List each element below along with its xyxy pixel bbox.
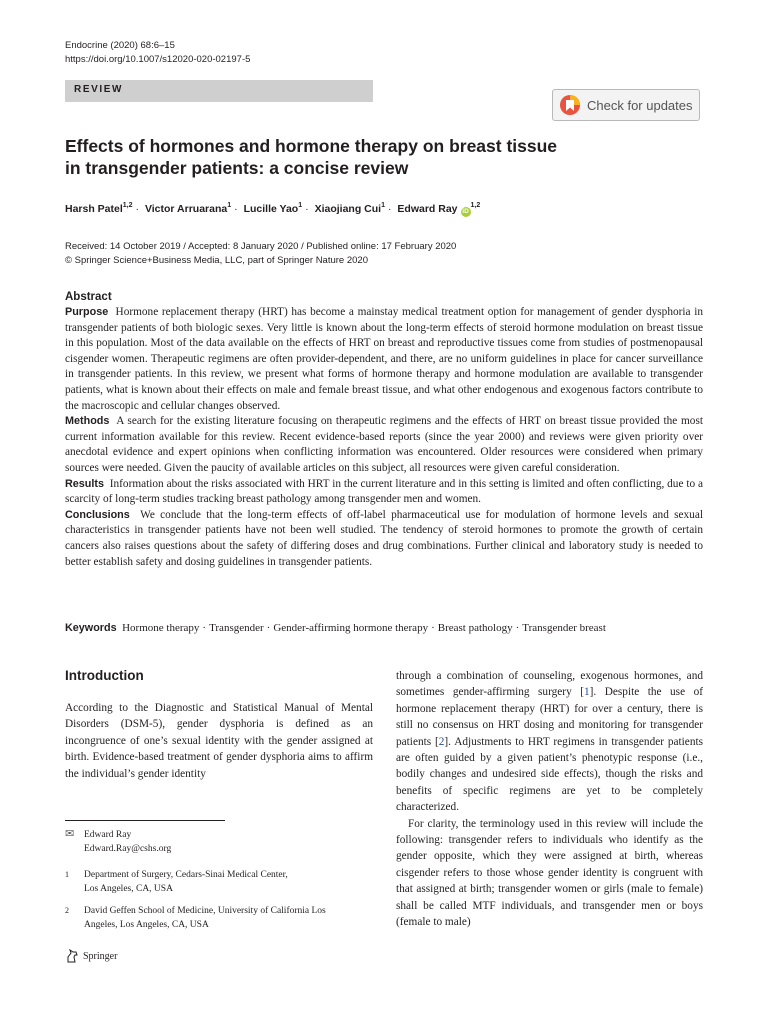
journal-citation: Endocrine (2020) 68:6–15 [65, 40, 175, 51]
publisher-name: Springer [83, 950, 118, 962]
affiliation-2 [65, 904, 373, 932]
purpose-label: Purpose [65, 306, 109, 318]
intro-right-column [396, 668, 703, 931]
separator: · [305, 203, 309, 215]
author-affiliation: 1 [381, 202, 385, 209]
separator: · [431, 622, 435, 634]
keywords [65, 621, 725, 636]
introduction-heading: Introduction [65, 668, 144, 683]
keyword[interactable]: Hormone therapy [122, 622, 200, 634]
doi-link[interactable]: https://doi.org/10.1007/s12020-020-02197-5 [65, 54, 251, 65]
keyword[interactable]: Transgender breast [522, 622, 606, 634]
keyword[interactable]: Breast pathology [437, 622, 513, 634]
affiliation-line: Department of Surgery, Cedars-Sinai Medical Center, [84, 870, 288, 880]
bookmark-refresh-icon [559, 94, 581, 116]
section-label: REVIEW [74, 84, 124, 95]
corresponding-name: Edward Ray [84, 830, 132, 840]
affiliation-line: Angeles, Los Angeles, CA, USA [84, 920, 209, 930]
footnotes [65, 828, 373, 932]
publisher-logo [65, 949, 117, 963]
keywords-label: Keywords [65, 622, 117, 634]
methods-label: Methods [65, 415, 110, 428]
affiliation-line: David Geffen School of Medicine, University of California Los [84, 906, 326, 916]
author-name[interactable]: Lucille Yao [243, 203, 299, 215]
orcid-icon[interactable]: iD [462, 208, 469, 215]
author-name[interactable]: Harsh Patel [65, 203, 123, 215]
check-for-updates-label: Check for updates [587, 97, 693, 113]
separator: · [234, 203, 238, 215]
article-title [65, 135, 625, 179]
author-affiliation: 1,2 [470, 202, 481, 209]
intro-paragraph: For clarity, the terminology used in this review will include the following: transgender refers to individuals who identify as the gender opposite, which they were assigned at birth, whereas cisgender refers to those whose gender identity is congruent with that assigned at birth; transgender women or girls (male to female) shall be called MTF individuals, and transgender men or boys (female to male) [396, 817, 703, 929]
abstract-heading: Abstract [65, 291, 112, 303]
springer-horse-icon [65, 949, 79, 963]
separator: · [387, 203, 392, 215]
keyword[interactable]: Gender-affirming hormone therapy [273, 622, 429, 634]
section-bar [65, 80, 373, 102]
separator: · [515, 622, 520, 634]
abstract-results [65, 477, 703, 508]
intro-paragraph: through a combination of counseling, exogenous hormones, and sometimes gender-affirming surgery [1]. Despite the use of hormone replacement therapy (HRT) for over a century, there is still no consensus on HRT dosing and monitoring for transgender patients [2]. Adjustments to HRT regimens in transgender patients are often guided by a given patient’s phenotypic response (i.e., bodily changes and undesired side effects), though the risks and benefits of specific regimens are yet to be completely characterized. [396, 670, 703, 814]
corresponding-author [65, 828, 373, 856]
separator: · [266, 622, 271, 634]
article-dates [65, 240, 456, 268]
author-name[interactable]: Victor Arruarana [144, 203, 228, 215]
intro-left-column [65, 700, 373, 782]
envelope-icon: ✉ [65, 828, 75, 840]
affiliation-line: Los Angeles, CA, USA [84, 884, 173, 894]
author-list [65, 202, 480, 217]
separator: · [135, 203, 140, 215]
author-affiliation: 1 [227, 202, 232, 209]
publication-history: Received: 14 October 2019 / Accepted: 8 January 2020 / Published online: 17 February 2020 [65, 241, 457, 252]
author-name[interactable]: Xiaojiang Cui [314, 203, 382, 215]
title-line-1: Effects of hormones and hormone therapy on breast tissue [65, 136, 558, 156]
results-text: Information about the risks associated with HRT in the current literature and in this setting is limited and often conflicting, due to a scarcity of long-term studies tracking breast pathology among transgender men and women. [65, 477, 703, 506]
copyright-notice: © Springer Science+Business Media, LLC, part of Springer Nature 2020 [65, 255, 368, 266]
intro-paragraph: According to the Diagnostic and Statistical Manual of Mental Disorders (DSM-5), gender dysphoria is defined as an incongruence of one’s sexual identity with the gender assigned at birth. Evidence-based treatment of gender dysphoria aims to affirm the individual’s gender identity [65, 702, 373, 780]
author-affiliation: 1,2 [122, 202, 133, 209]
conclusions-label: Conclusions [65, 508, 130, 521]
corresponding-email[interactable]: Edward.Ray@cshs.org [84, 844, 172, 854]
affiliation-mark: 2 [65, 906, 69, 915]
abstract-purpose [65, 305, 703, 414]
purpose-text: Hormone replacement therapy (HRT) has become a mainstay medical treatment option for management of gender dysphoria in transgender patients of both biologic sexes. Very little is known about the long-term effects of steroid hormone modulation on breast tissue in this population. Most of the data available on the effects of HRT on breast and reproductive tissues come from studies of postmenopausal cisgender women. Therapeutic regimens are often provider-dependent, and there, are no uniform guidelines in place for cancer surveillance in transgender patients. In this review, we present what forms of hormone therapy and hormone modulation are available to transgender patients, what is known about their effects on male and female breast tissue, and what other endogenous and exogenous factors contribute to the macroscopic and cellular changes observed. [65, 306, 703, 412]
conclusions-text: We conclude that the long-term effects of off-label pharmaceutical use for modulation of hormone levels and sexual characteristics in transgender patients have not been well studied. The tendency of steroid hormones to promote the growth of certain cancers also raises questions about the safety of differing doses and drug combinations. Further clinical and laboratory study is needed to better establish safety and dosing guidelines in transgender patients. [65, 508, 703, 568]
check-for-updates-button[interactable] [552, 89, 700, 121]
affiliation-mark: 1 [65, 870, 69, 879]
affiliation-1 [65, 868, 373, 896]
separator: · [202, 622, 207, 634]
abstract-methods [65, 414, 703, 476]
keyword[interactable]: Transgender [209, 622, 264, 634]
abstract [65, 290, 703, 570]
abstract-conclusions [65, 508, 703, 570]
author-name[interactable]: Edward Ray [397, 203, 458, 215]
title-line-2: in transgender patients: a concise review [65, 158, 409, 178]
citation-link[interactable]: 1 [583, 686, 590, 699]
author-affiliation: 1 [298, 202, 303, 209]
results-label: Results [65, 477, 105, 490]
methods-text: A search for the existing literature focusing on therapeutic regimens and the effects of HRT on breast tissue provided the most current information available for this review. Recent evidence-based reports (since the year 2000) and reviews were given priority over anecdotal evidence and expert opinions when conflicting information was encountered. Older resources were considered when primary sources were needed. Given the paucity of available articles on this subject, all resources were given careful consideration. [65, 415, 703, 474]
footnote-divider [65, 820, 225, 821]
citation-link[interactable]: 2 [438, 735, 445, 748]
